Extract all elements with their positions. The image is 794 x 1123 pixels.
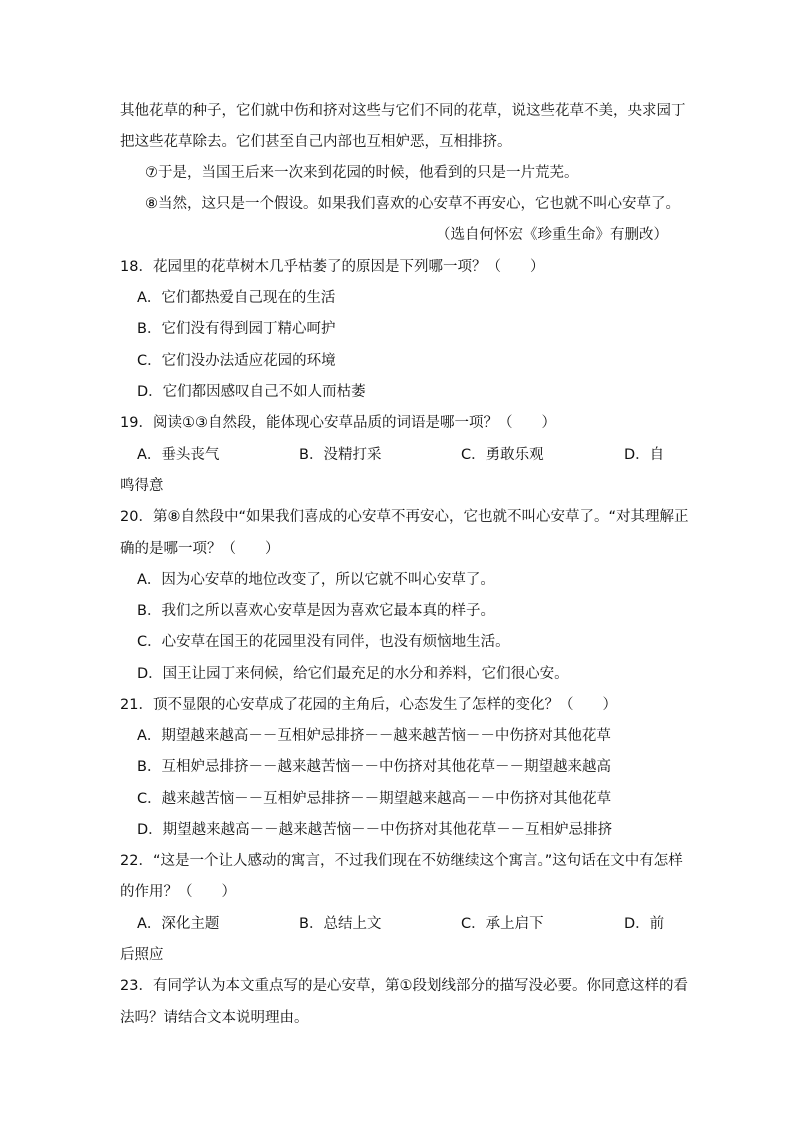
q21-option-d: D．期望越来越高－－越来越苦恼－－中伤挤对其他花草－－互相妒忌排挤 xyxy=(137,822,613,838)
question-19-stem: 19．阅读①③自然段，能体现心安草品质的词语是哪一项？（ ） xyxy=(120,415,556,431)
q19-options-row xyxy=(137,445,665,465)
question-23-stem-cont: 法吗？请结合文本说明理由。 xyxy=(120,1010,309,1026)
question-18-stem: 18．花园里的花草树木几乎枯萎了的原因是下列哪一项？（ ） xyxy=(120,259,545,275)
q22-option-d-wrap: 后照应 xyxy=(120,947,164,963)
q18-option-b: B．它们没有得到园丁精心呵护 xyxy=(137,321,336,337)
q21-option-c: C．越来越苦恼－－互相妒忌排挤－－期望越来越高－－中伤挤对其他花草 xyxy=(137,791,612,807)
question-23-stem: 23．有同学认为本文重点写的是心安草，第①段划线部分的描写没必要。你同意这样的看 xyxy=(120,978,688,994)
q19-option-d: D．自 xyxy=(624,447,665,463)
q19-option-b: B．没精打采 xyxy=(299,447,382,463)
passage-source: （选自何怀宏《珍重生命》有删改） xyxy=(436,227,668,243)
question-20-stem: 20．第⑧自然段中“如果我们喜成的心安草不再安心，它也就不叫心安草了。“对其理解正 xyxy=(120,509,689,525)
passage-paragraph-7: ⑦于是，当国王后来一次来到花园的时候，他看到的只是一片荒芜。 xyxy=(145,165,579,181)
q20-option-d: D．国王让园丁来伺候，给它们最充足的水分和养料，它们很心安。 xyxy=(137,666,569,682)
question-20-stem-cont: 确的是哪一项？（ ） xyxy=(120,541,280,557)
q19-option-d-wrap: 鸣得意 xyxy=(120,478,164,494)
q21-option-b: B．互相妒忌排挤－－越来越苦恼－－中伤挤对其他花草－－期望越来越高 xyxy=(137,759,611,775)
question-22-stem: 22．“这是一个让人感动的寓言，不过我们现在不妨继续这个寓言。”这句话在文中有怎样 xyxy=(120,853,683,869)
q19-option-a: A．垂头丧气 xyxy=(137,447,220,463)
q20-option-a: A．因为心安草的地位改变了，所以它就不叫心安草了。 xyxy=(137,572,495,588)
q20-option-b: B．我们之所以喜欢心安草是因为喜欢它最本真的样子。 xyxy=(137,603,495,619)
q22-option-b: B．总结上文 xyxy=(299,916,382,932)
q18-option-c: C．它们没办法适应花园的环境 xyxy=(137,353,336,369)
q22-option-d: D．前 xyxy=(624,916,665,932)
q18-option-a: A．它们都热爱自己现在的生活 xyxy=(137,290,336,306)
q18-option-d: D．它们都因感叹自己不如人而枯萎 xyxy=(137,384,366,400)
passage-line: 把这些花草除去。它们甚至自己内部也互相妒恶，互相排挤。 xyxy=(120,134,512,150)
q21-option-a: A．期望越来越高－－互相妒忌排挤－－越来越苦恼－－中伤挤对其他花草 xyxy=(137,728,611,744)
question-21-stem: 21．顶不显限的心安草成了花园的主角后，心态发生了怎样的变化？（ ） xyxy=(120,697,617,713)
passage-paragraph-8: ⑧当然，这只是一个假设。如果我们喜欢的心安草不再安心，它也就不叫心安草了。 xyxy=(145,196,680,212)
q20-option-c: C．心安草在国王的花园里没有同伴，也没有烦恼地生活。 xyxy=(137,634,510,650)
q22-options-row xyxy=(137,914,665,934)
passage-line: 其他花草的种子，它们就中伤和挤对这些与它们不同的花草，说这些花草不美，央求园丁 xyxy=(120,103,686,119)
q22-option-a: A．深化主题 xyxy=(137,916,220,932)
question-22-stem-cont: 的作用？（ ） xyxy=(120,884,236,900)
q19-option-c: C．勇敢乐观 xyxy=(461,447,544,463)
q22-option-c: C．承上启下 xyxy=(461,916,544,932)
